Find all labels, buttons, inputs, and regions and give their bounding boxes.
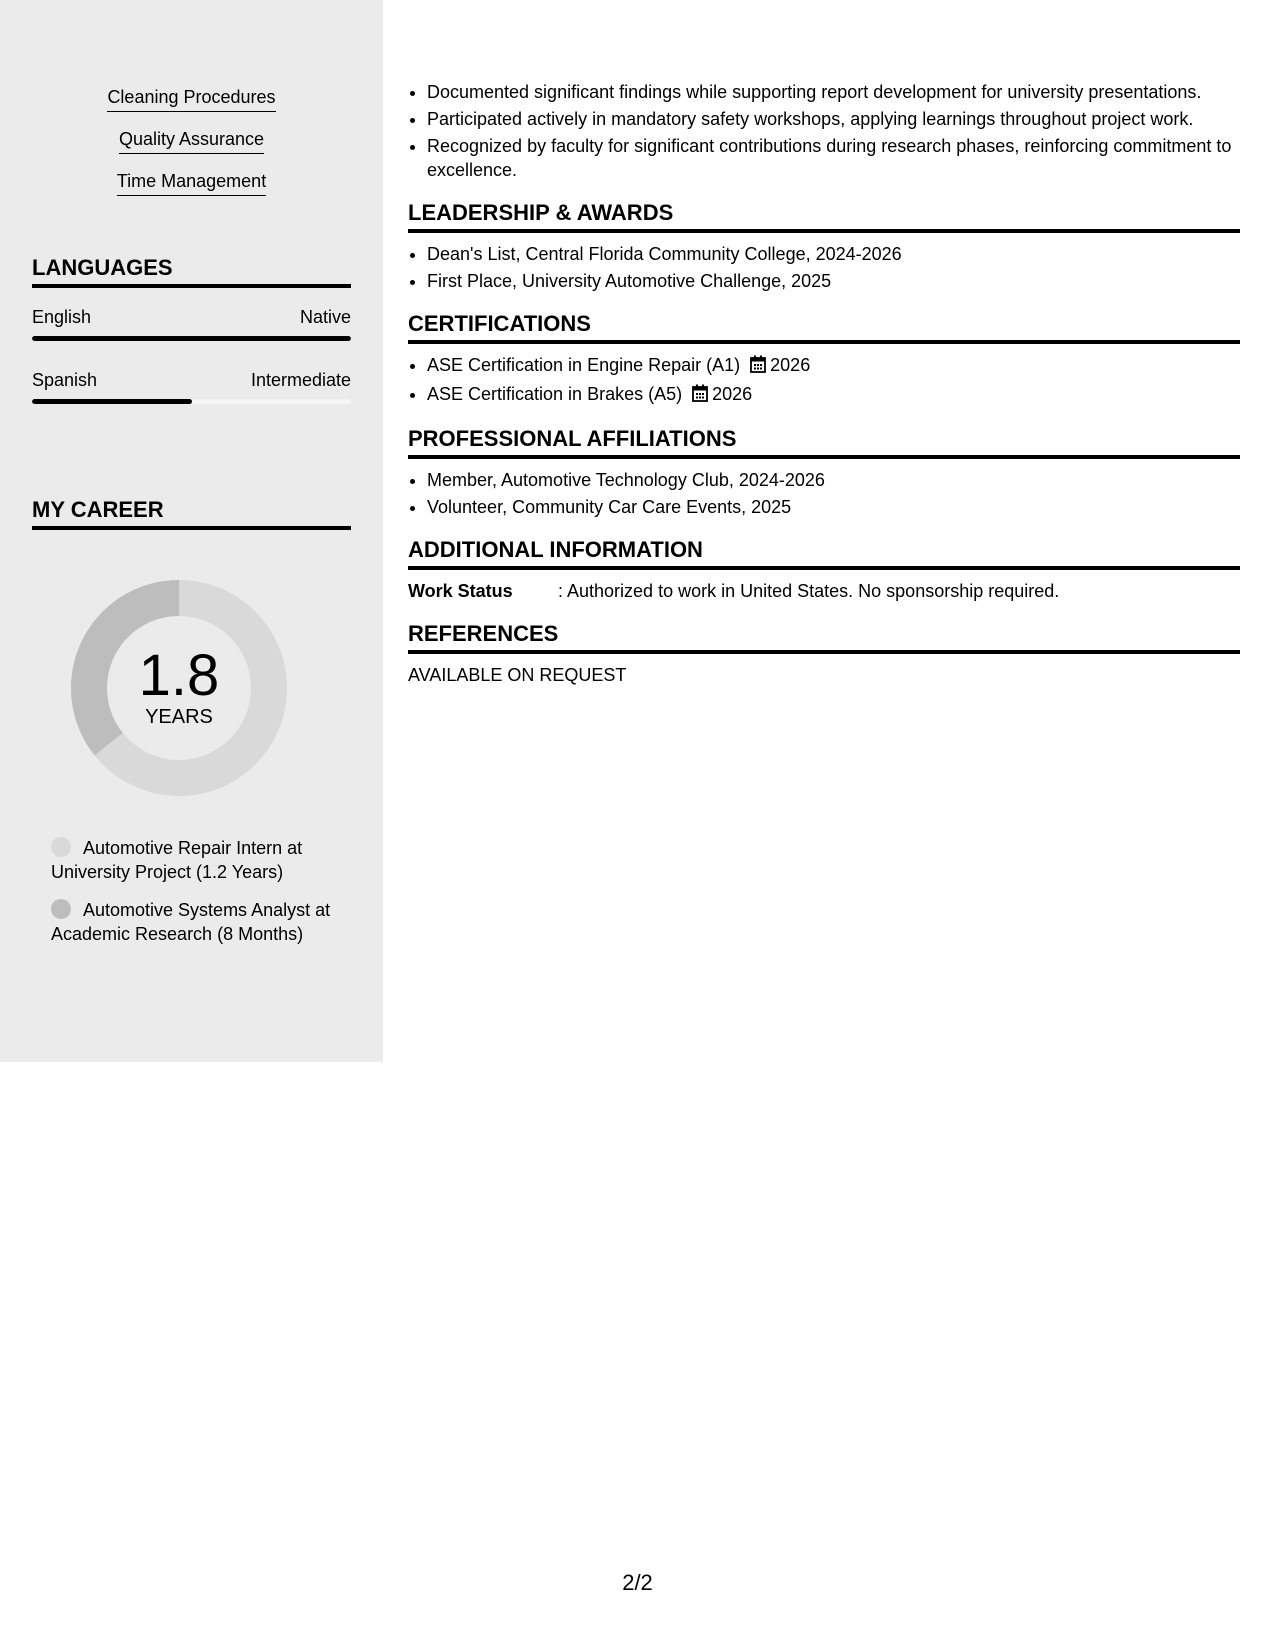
career-donut-chart xyxy=(66,575,292,801)
certifications-heading: CERTIFICATIONS xyxy=(408,310,1240,344)
career-legend-item xyxy=(51,836,331,884)
skill-item: Quality Assurance xyxy=(119,128,264,154)
list-item: • Dean's List, Central Florida Community College, 2024-2026 xyxy=(427,242,1240,266)
certification-year: 2026 xyxy=(770,355,811,375)
certifications-list xyxy=(408,353,1240,408)
language-level: Native xyxy=(299,307,351,327)
additional-info-heading: ADDITIONAL INFORMATION xyxy=(408,536,1240,570)
affiliations-heading: PROFESSIONAL AFFILIATIONS xyxy=(408,425,1240,459)
career-legend-label: Automotive Systems Analyst at Academic Research (8 Months) xyxy=(51,900,331,944)
languages-section xyxy=(32,254,351,404)
list-item: • Documented significant findings while supporting report development for university presentations. xyxy=(427,80,1240,104)
list-item: • Recognized by faculty for significant contributions during research phases, reinforcing commitment to excellence. xyxy=(427,134,1240,182)
language-name: Spanish xyxy=(32,370,98,390)
list-item: • Member, Automotive Technology Club, 2024-2026 xyxy=(427,468,1240,492)
list-item xyxy=(427,382,1240,408)
career-legend-item xyxy=(51,898,331,946)
page-number: 2/2 xyxy=(622,1570,653,1595)
language-bar-track xyxy=(32,336,351,341)
certification-name: ASE Certification in Brakes (A5) xyxy=(427,384,683,404)
awards-heading: LEADERSHIP & AWARDS xyxy=(408,199,1240,233)
languages-heading: LANGUAGES xyxy=(32,254,351,288)
career-section xyxy=(32,496,351,530)
language-bar-fill xyxy=(32,399,192,404)
skill-item: Time Management xyxy=(117,170,266,196)
skills-list xyxy=(0,86,383,212)
career-heading: MY CAREER xyxy=(32,496,351,530)
calendar-icon xyxy=(692,384,708,408)
career-total-value: 1.8 xyxy=(138,643,220,708)
legend-dot-icon xyxy=(51,837,71,857)
references-heading: REFERENCES xyxy=(408,620,1240,654)
experience-bullets xyxy=(408,80,1240,182)
career-total-unit: YEARS xyxy=(145,706,213,728)
affiliations-list xyxy=(408,468,1240,519)
main-content xyxy=(408,80,1240,687)
language-name: English xyxy=(32,307,92,327)
language-bar-track xyxy=(32,399,351,404)
language-bar-fill xyxy=(32,336,351,341)
references-text: AVAILABLE ON REQUEST xyxy=(408,665,627,685)
language-row xyxy=(32,306,351,328)
donut-center xyxy=(66,575,292,801)
list-item: • Volunteer, Community Car Care Events, 2025 xyxy=(427,495,1240,519)
language-row xyxy=(32,369,351,391)
certification-year: 2026 xyxy=(712,384,753,404)
work-status-value: : Authorized to work in United States. No sponsorship required. xyxy=(558,581,1060,601)
list-item: • First Place, University Automotive Challenge, 2025 xyxy=(427,269,1240,293)
awards-list xyxy=(408,242,1240,293)
skill-item: Cleaning Procedures xyxy=(107,86,275,112)
career-legend xyxy=(51,836,331,960)
language-level: Intermediate xyxy=(250,370,351,390)
work-status-label: Work Status xyxy=(408,581,513,601)
work-status-row xyxy=(408,579,1240,603)
sidebar xyxy=(0,0,383,1062)
legend-dot-icon xyxy=(51,899,71,919)
career-legend-label: Automotive Repair Intern at University Project (1.2 Years) xyxy=(51,838,303,882)
calendar-icon xyxy=(750,355,766,379)
certification-name: ASE Certification in Engine Repair (A1) xyxy=(427,355,741,375)
list-item xyxy=(427,353,1240,379)
list-item: • Participated actively in mandatory safety workshops, applying learnings throughout project work. xyxy=(427,107,1240,131)
